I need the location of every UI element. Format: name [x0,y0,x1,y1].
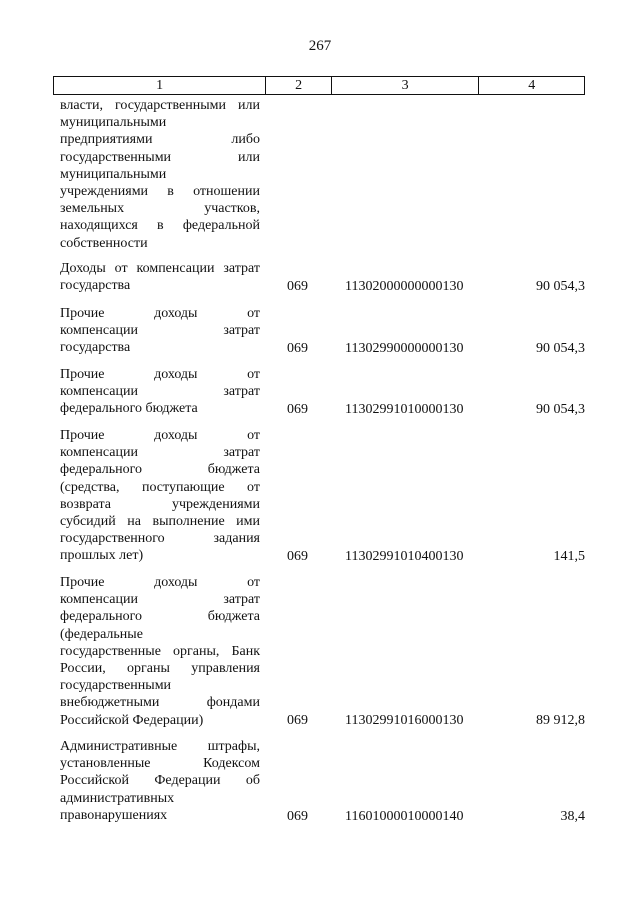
desc-line: федерального бюджета [60,462,260,478]
budget-code: 11302991016000130 [345,712,464,728]
row-description [60,97,260,252]
desc-line: Доходы от компенсации затрат [60,261,260,276]
desc-line: государственного задания [60,531,260,547]
table-row [60,366,585,418]
desc-line: административных [60,790,175,806]
row-description [60,738,260,824]
header-col-1: 1 [54,77,266,94]
table-row [60,260,585,295]
budget-code: 11302990000000130 [345,340,464,356]
desc-line: компенсации затрат [60,384,260,400]
desc-line: государственными или [60,149,260,165]
desc-line: муниципальными [60,166,167,182]
desc-line: внебюджетными фондами [60,695,260,711]
desc-line: государственными [60,678,172,694]
desc-line: муниципальными [60,115,167,131]
table-row [60,427,585,565]
desc-line: власти, государственными или [60,98,260,113]
amount: 90 054,3 [536,278,585,294]
desc-line: государства [60,340,131,356]
desc-line: компенсации затрат [60,592,260,608]
desc-line: Прочие доходы от [60,367,260,382]
row-description [60,427,260,565]
desc-line: Административные штрафы, [60,739,260,754]
desc-line: компенсации затрат [60,445,260,461]
row-description [60,366,260,418]
admin-code: 069 [287,278,308,294]
header-col-2: 2 [266,77,332,94]
table-row [60,305,585,357]
budget-code: 11302991010400130 [345,548,464,564]
desc-line: находящихся в федеральной [60,218,260,234]
desc-line: установленные Кодексом [60,756,260,772]
admin-code: 069 [287,712,308,728]
row-description [60,305,260,357]
table-header [53,76,585,95]
budget-code: 11302000000000130 [345,278,464,294]
desc-line: компенсации затрат [60,323,260,339]
header-col-4: 4 [528,77,536,93]
admin-code: 069 [287,401,308,417]
amount: 90 054,3 [536,340,585,356]
desc-line: субсидий на выполнение ими [60,513,260,529]
table-row [60,738,585,825]
admin-code: 069 [287,340,308,356]
desc-line: (средства, поступающие от [60,479,260,495]
desc-line: земельных участков, [60,201,260,217]
amount: 90 054,3 [536,401,585,417]
desc-line: России, органы управления [60,660,260,676]
row-description [60,574,260,729]
table-row [60,97,585,252]
desc-line: Российской Федерации) [60,712,204,728]
amount: 38,4 [560,808,585,824]
desc-line: собственности [60,235,148,251]
admin-code: 069 [287,548,308,564]
desc-line: федерального бюджета [60,609,260,625]
header-col-3: 3 [332,77,479,94]
budget-code: 11601000010000140 [345,808,464,824]
desc-line: учреждениями в отношении [60,183,260,199]
desc-line: возврата учреждениями [60,496,260,512]
amount: 141,5 [553,548,585,564]
amount: 89 912,8 [536,712,585,728]
budget-code: 11302991010000130 [345,401,464,417]
desc-line: прошлых лет) [60,548,144,564]
desc-line: предприятиями либо [60,132,260,148]
desc-line: Российской Федерации об [60,773,260,789]
desc-line: государства [60,278,131,294]
desc-line: правонарушениях [60,807,168,823]
desc-line: Прочие доходы от [60,428,260,443]
desc-line: Прочие доходы от [60,575,260,590]
desc-line: государственные органы, Банк [60,643,260,659]
page-number: 267 [308,38,332,54]
table-row [60,574,585,729]
desc-line: федерального бюджета [60,401,198,417]
desc-line: Прочие доходы от [60,306,260,321]
desc-line: (федеральные [60,626,143,642]
admin-code: 069 [287,808,308,824]
row-description [60,260,260,294]
